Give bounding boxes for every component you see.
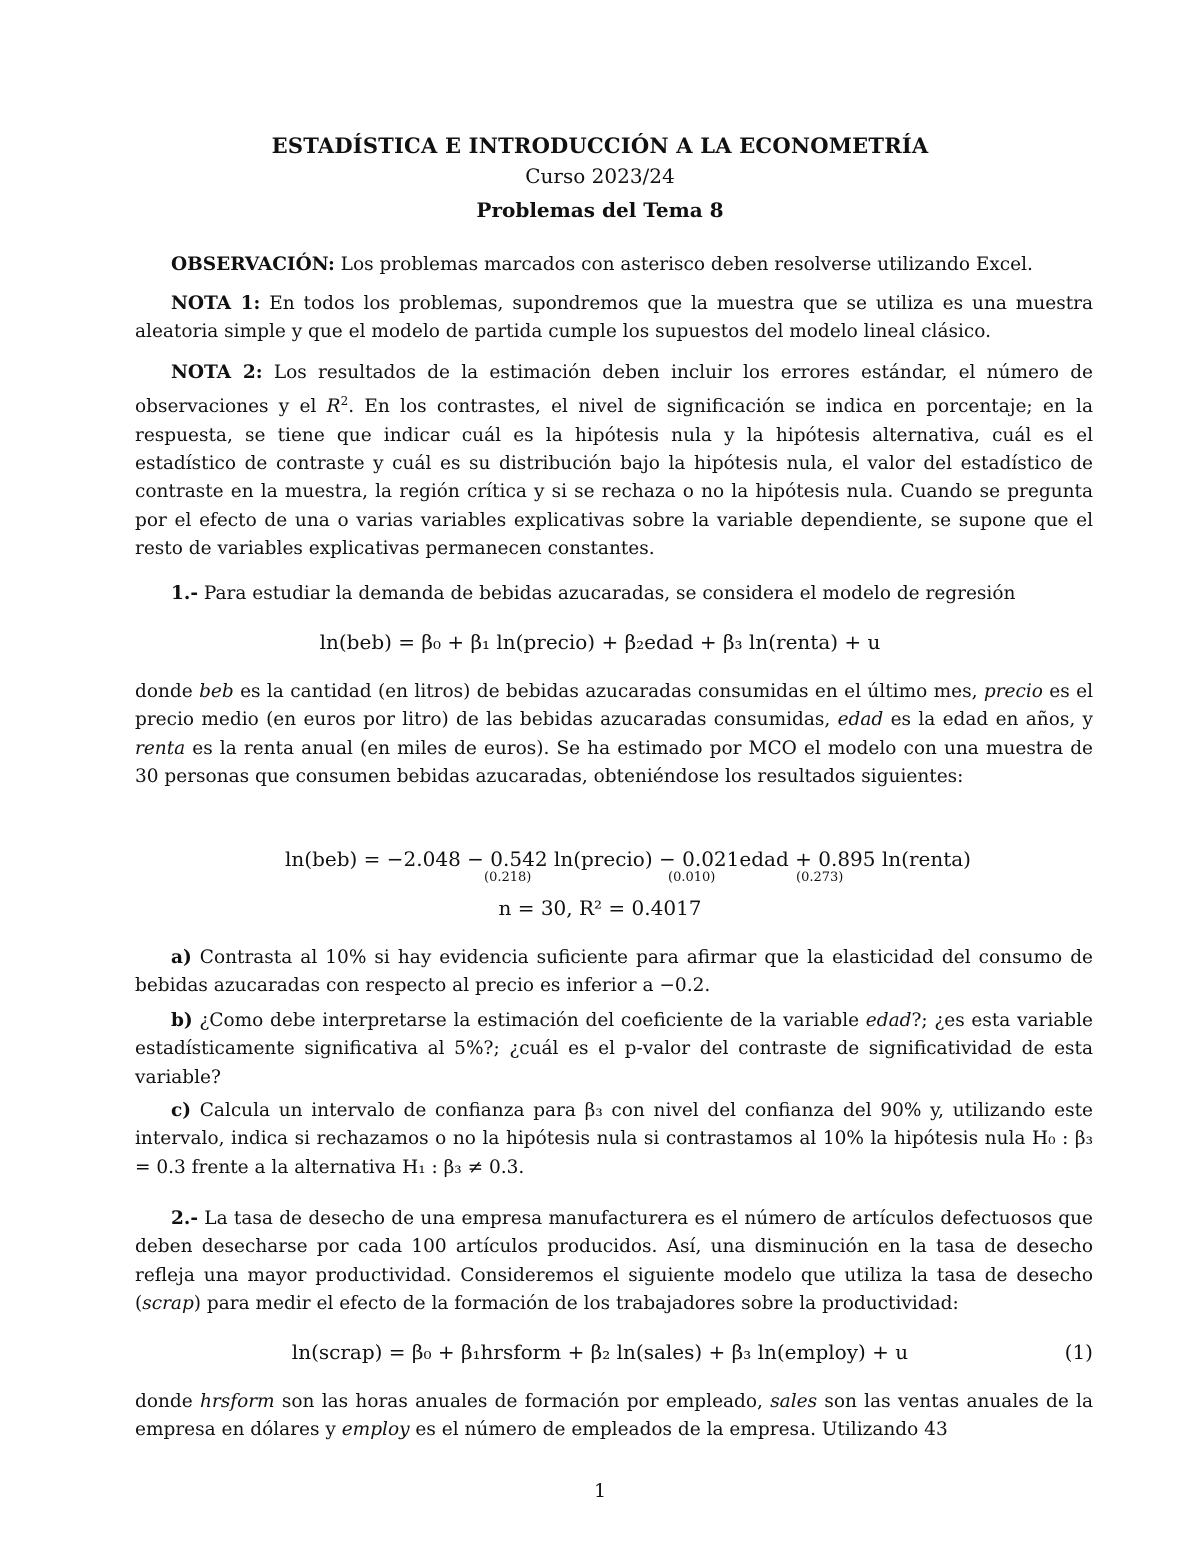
problem1-desc-text: es la cantidad (en litros) de bebidas azucaradas consumidas en el último mes, xyxy=(233,681,984,702)
coef-renta: 0.895 xyxy=(818,847,876,871)
document-subtitle: Problemas del Tema 8 xyxy=(476,198,724,222)
problem1-desc-text: es la renta anual (en miles de euros). Se ha estimado por MCO el modelo con una muestra de 30 personas que consumen bebidas azucaradas, obteniéndose los resultados siguientes: xyxy=(135,737,1093,787)
coef-edad: 0.021 xyxy=(682,847,740,871)
problem1-desc-text: es el precio medio (en euros por litro) de las bebidas azucaradas consumidas, xyxy=(135,681,1093,731)
problem2-intro xyxy=(135,1205,1093,1318)
problem1-part-b xyxy=(135,1007,1093,1092)
standard-error-edad: (0.010) xyxy=(668,870,716,885)
var-renta: renta xyxy=(135,737,186,759)
part-a-text: Contrasta al 10% si hay evidencia suficiente para afirmar que la elasticidad del consumo de bebidas azucaradas con respecto al precio es inferior a −0.2. xyxy=(135,947,1093,997)
equation-number: (1) xyxy=(1064,1340,1093,1364)
page-number: 1 xyxy=(593,1480,607,1502)
problem2-label: 2.- xyxy=(171,1208,198,1229)
observation-label: OBSERVACIÓN: xyxy=(171,254,335,275)
term-edad: edad + xyxy=(739,847,819,871)
note2-label: NOTA 2: xyxy=(171,362,263,383)
standard-error-renta: (0.273) xyxy=(796,870,844,885)
term-renta: ln(renta) xyxy=(875,847,971,871)
observation-text: Los problemas marcados con asterisco deben resolverse utilizando Excel. xyxy=(334,254,1033,275)
problem1-label: 1.- xyxy=(171,583,198,604)
problem1-intro-text: Para estudiar la demanda de bebidas azucaradas, se considera el modelo de regresión xyxy=(198,583,1016,604)
problem2-desc-text: son las ventas anuales de la empresa en dólares y xyxy=(135,1391,1093,1441)
problem1-estimated-equation xyxy=(285,847,971,871)
term-precio: ln(precio) − xyxy=(547,847,683,871)
problem2-desc-text: son las horas anuales de formación por empleado, xyxy=(274,1391,771,1412)
problem1-intro xyxy=(135,580,1093,608)
note1-text: En todos los problemas, supondremos que la muestra que se utiliza es una muestra aleatoria simple y que el modelo de partida cumple los supuestos del modelo lineal clásico. xyxy=(135,293,1094,343)
var-employ: employ xyxy=(341,1419,410,1441)
note1-paragraph xyxy=(135,290,1093,347)
var-scrap: scrap xyxy=(142,1292,194,1314)
var-edad: edad xyxy=(837,709,884,731)
var-precio: precio xyxy=(983,681,1043,702)
course-label: Curso 2023/24 xyxy=(525,164,675,188)
problem1-desc-text: donde xyxy=(135,681,200,702)
estimated-lhs: ln(beb) = −2.048 − xyxy=(285,847,491,871)
problem1-model-equation: ln(beb) = β₀ + β₁ ln(precio) + β₂edad + β₃ ln(renta) + u xyxy=(319,630,881,654)
problem1-statistics: n = 30, R² = 0.4017 xyxy=(498,896,702,920)
problem1-part-a xyxy=(135,944,1093,1001)
part-b-label: b) xyxy=(171,1010,193,1031)
problem2-desc-text: donde xyxy=(135,1391,200,1412)
note2-text-a: Los resultados de la estimación deben incluir los errores estándar, el número de observaciones y el xyxy=(135,362,1093,418)
problem1-part-c xyxy=(135,1097,1093,1182)
coef-precio: 0.542 xyxy=(490,847,548,871)
var-beb: beb xyxy=(199,681,234,702)
observation-paragraph xyxy=(135,251,1093,279)
part-c-text: Calcula un intervalo de confianza para β₃ con nivel del confianza del 90% y, utilizando este intervalo, indica si rechazamos o no la hipótesis nula si contrastamos al 10% la hipótesis nula H₀ : β₃ = 0.3 frente a la alternativa H₁ : β₃ ≠ 0.3. xyxy=(135,1100,1093,1178)
problem2-model-equation: ln(scrap) = β₀ + β₁hrsform + β₂ ln(sales) + β₃ ln(employ) + u xyxy=(291,1340,909,1364)
problem2-intro-text: ) para medir el efecto de la formación de los trabajadores sobre la productividad: xyxy=(193,1292,959,1314)
document-title: ESTADÍSTICA E INTRODUCCIÓN A LA ECONOMETRÍA xyxy=(271,133,929,158)
var-edad: edad xyxy=(865,1010,912,1031)
var-sales: sales xyxy=(770,1391,818,1412)
part-a-label: a) xyxy=(171,947,192,968)
problem2-desc-text: es el número de empleados de la empresa. Utilizando 43 xyxy=(409,1419,948,1441)
note1-label: NOTA 1: xyxy=(171,293,261,314)
problem2-description xyxy=(135,1388,1093,1445)
standard-error-precio: (0.218) xyxy=(484,870,532,885)
problem1-description xyxy=(135,678,1093,791)
problem1-desc-text: es la edad en años, y xyxy=(883,709,1093,731)
problem2-intro-text: La tasa de desecho de una empresa manufacturera es el número de artículos defectuosos que deben desecharse por cada 100 artículos producidos. Así, una disminución en la tasa de desecho refleja una mayor productividad. Consideremos el siguiente modelo que utiliza la tasa de desecho ( xyxy=(135,1208,1093,1314)
part-b-text: ?; ¿es esta variable estadísticamente significativa al 5%?; ¿cuál es el p-valor del contraste de significatividad de esta variable? xyxy=(135,1010,1093,1088)
part-c-label: c) xyxy=(171,1100,192,1121)
var-hrsform: hrsform xyxy=(199,1391,275,1412)
note2-text-b: . En los contrastes, el nivel de significación se indica en porcentaje; en la respuesta, se tiene que indicar cuál es la hipótesis nula y la hipótesis alternativa, cuál es el estadístico de contraste y cuál es su distribución bajo la hipótesis nula, el valor del estadístico de contraste en la muestra, la región crítica y si se rechaza o no la hipótesis nula. Cuando se pregunta por el efecto de una o varias variables explicativas sobre la variable dependiente, se supone que el resto de variables explicativas permanecen constantes. xyxy=(135,396,1093,559)
note2-paragraph: NOTA 2: Los resultados de la estimación deben incluir los errores estándar, el número de observaciones y el $R^2$. En los contrastes, el nivel de significación se indica en porcentaje; en la respuesta, se tiene que indicar cuál es la hipótesis nula y la hipótesis alternativa, cuál es el estadístico de contraste y cuál es su distribución bajo la hipótesis nula, el valor del estadístico de contraste en la muestra, la región crítica y si se rechaza o no la hipótesis nula. Cuando se pregunta por el efecto de una o varias variables explicativas sobre la variable dependiente, se supone que el resto de variables explicativas permanecen constantes. xyxy=(135,362,1093,559)
part-b-text: ¿Como debe interpretarse la estimación del coeficiente de la variable xyxy=(192,1010,866,1031)
